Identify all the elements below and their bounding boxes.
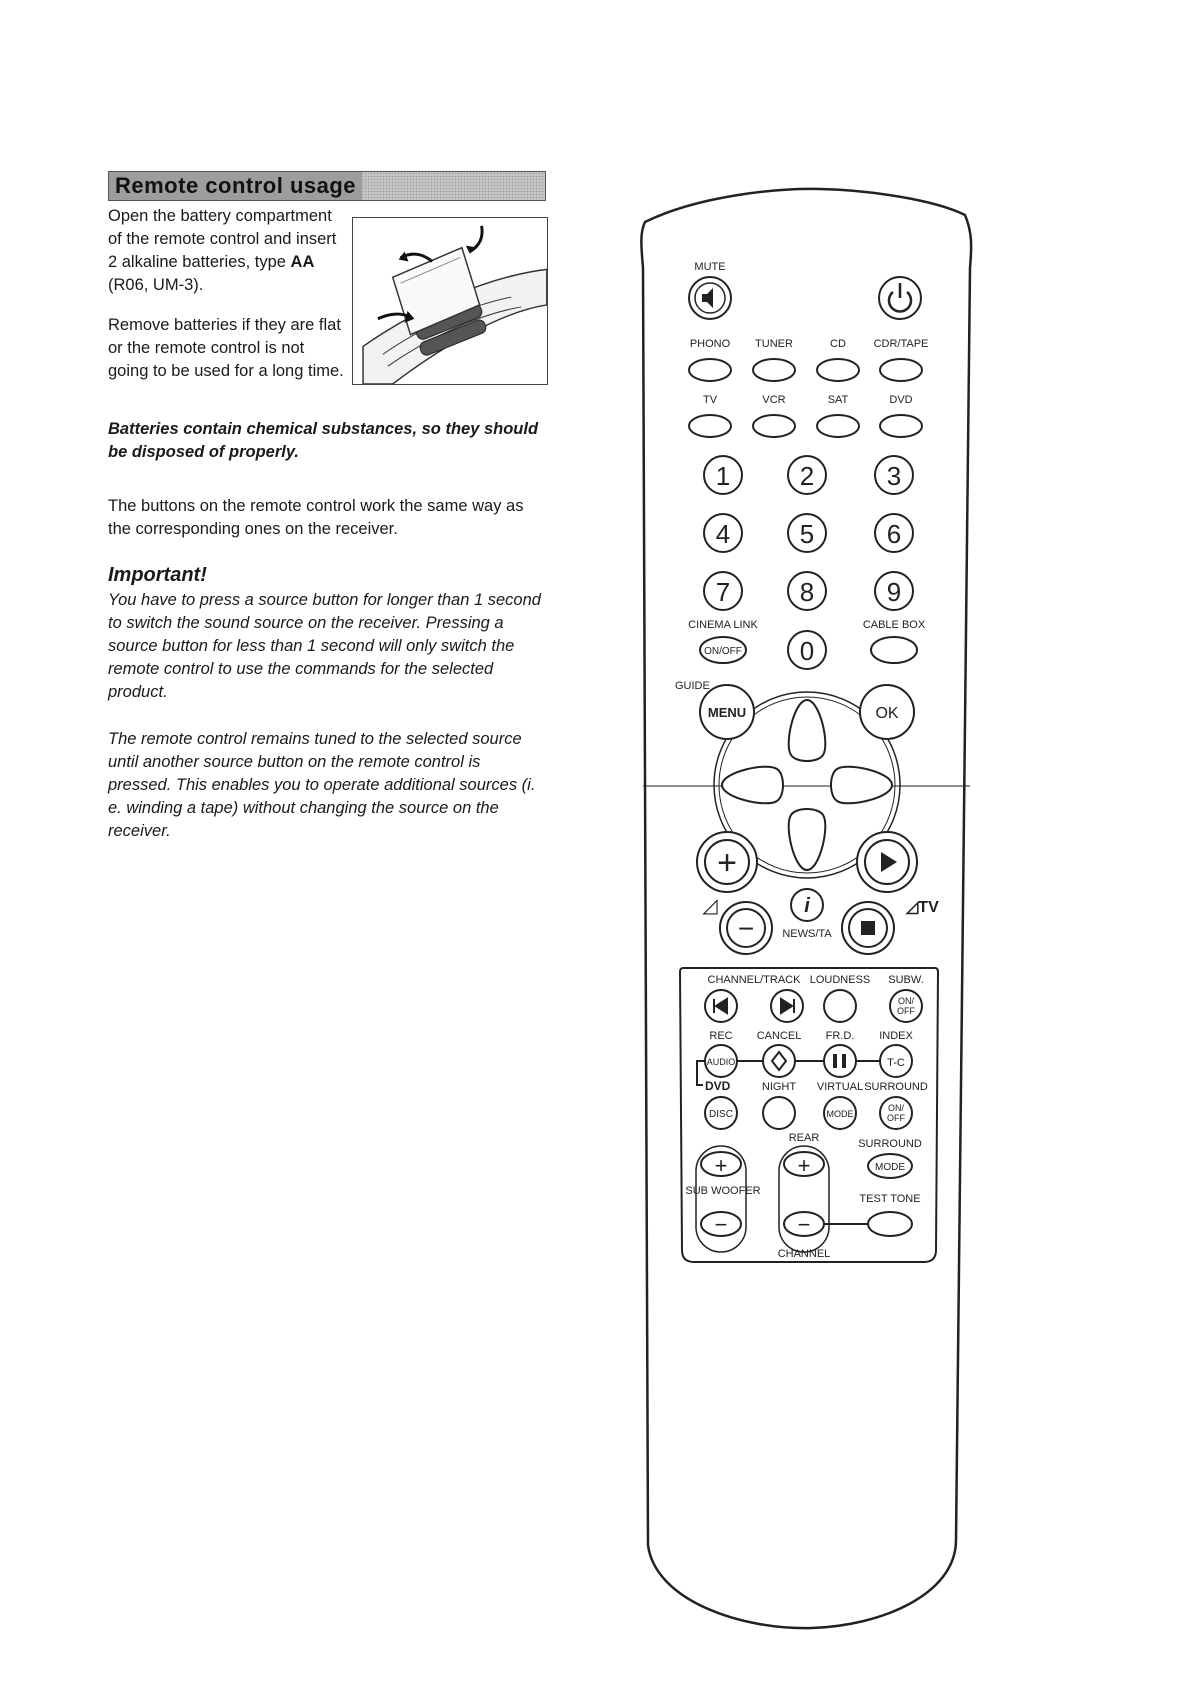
phono-button[interactable]	[689, 359, 731, 381]
source-label-tuner: TUNER	[755, 338, 793, 350]
night-label: NIGHT	[761, 1081, 797, 1093]
menu-label: MENU	[707, 705, 747, 720]
power-button[interactable]	[879, 277, 921, 319]
tuner-button[interactable]	[753, 359, 795, 381]
battery-remove-text: Remove batteries if they are flat or the remote control is not going to be used for a long time.	[108, 316, 344, 380]
rear-down-button[interactable]	[784, 1212, 824, 1237]
buttons-note: The buttons on the remote control work the same way as the corresponding ones on the receiver.	[108, 497, 524, 538]
cancel-button[interactable]	[763, 1045, 795, 1077]
battery-insert-text	[108, 205, 343, 297]
subw-on-off-button[interactable]	[890, 990, 922, 1022]
virtual-mode-button[interactable]	[824, 1097, 856, 1129]
cd-button[interactable]	[817, 359, 859, 381]
surround-mode-button-label: MODE	[875, 1162, 905, 1173]
test-tone-label: TEST TONE	[859, 1193, 921, 1205]
subw-on-label: ON/	[897, 996, 915, 1006]
digit-7-label: 7	[715, 577, 731, 607]
mute-button[interactable]	[689, 277, 731, 319]
digit-9-label: 9	[886, 577, 902, 607]
sub-woofer-minus-label: −	[714, 1212, 728, 1237]
digit-6-label: 6	[886, 519, 902, 549]
rear-label: REAR	[788, 1132, 820, 1144]
pause-icon	[833, 1054, 837, 1068]
info-label: i	[804, 895, 810, 917]
stop-icon	[861, 921, 875, 935]
nav-right-button[interactable]	[831, 767, 892, 804]
digit-2-button[interactable]	[788, 456, 826, 494]
volume-down-button[interactable]	[720, 902, 772, 954]
virtual-label: VIRTUAL	[816, 1081, 864, 1093]
ok-label: OK	[875, 705, 899, 722]
source-label-cdr-tape: CDR/TAPE	[873, 338, 929, 350]
cinema-link-label: CINEMA LINK	[688, 619, 758, 631]
rear-up-button[interactable]	[784, 1152, 824, 1178]
digit-1-button[interactable]	[704, 456, 742, 494]
audio-label: AUDIO	[706, 1057, 736, 1067]
dvd-bracket	[697, 1061, 705, 1085]
previous-track-button[interactable]	[705, 990, 737, 1022]
battery-text-part1: Open the battery compartment of the remote control and insert 2 alkaline batteries, type	[108, 207, 337, 271]
battery-illustration	[352, 217, 548, 385]
play-button[interactable]	[857, 832, 917, 892]
guide-label: GUIDE	[675, 680, 710, 692]
digit-5-button[interactable]	[788, 514, 826, 552]
audio-button[interactable]	[705, 1045, 737, 1077]
loudness-button[interactable]	[824, 990, 856, 1022]
rear-minus-label: −	[797, 1212, 811, 1237]
surround-on-off-button[interactable]	[880, 1097, 912, 1129]
volume-up-button[interactable]	[697, 832, 757, 892]
news-ta-label: NEWS/TA	[782, 928, 832, 940]
source-label-vcr: VCR	[762, 394, 786, 406]
mute-label: MUTE	[694, 261, 726, 273]
disc-label: DISC	[709, 1109, 733, 1120]
digit-1-label: 1	[715, 461, 731, 491]
surround-mode-label: SURROUND	[858, 1138, 922, 1150]
rec-label: REC	[709, 1030, 733, 1042]
dvd-button[interactable]	[880, 415, 922, 437]
digit-5-label: 5	[799, 519, 815, 549]
battery-intro	[108, 205, 548, 380]
battery-compartment-image	[353, 218, 547, 384]
important-heading: Important!	[108, 564, 207, 586]
source-label-dvd: DVD	[889, 394, 913, 406]
tc-button[interactable]	[880, 1045, 912, 1077]
pause-button[interactable]	[824, 1045, 856, 1077]
source-label-tv: TV	[702, 394, 718, 406]
volume-minus-label: −	[737, 913, 755, 944]
section-title-bar	[108, 171, 546, 201]
source-label-cd: CD	[830, 338, 846, 350]
virtual-mode-label: MODE	[826, 1109, 854, 1119]
battery-text-part2: (R06, UM-3).	[108, 276, 204, 294]
tc-label: T-C	[887, 1057, 905, 1069]
sub-woofer-down-button[interactable]	[701, 1212, 741, 1237]
cancel-label: CANCEL	[756, 1030, 802, 1042]
info-button[interactable]	[791, 889, 823, 921]
vcr-button[interactable]	[753, 415, 795, 437]
rear-plus-label: +	[797, 1153, 811, 1178]
digit-0-label: 0	[799, 636, 815, 666]
instructions-column	[108, 171, 548, 843]
digit-3-button[interactable]	[875, 456, 913, 494]
sub-woofer-label: SUB WOOFER	[685, 1185, 761, 1197]
previous-track-icon	[714, 999, 727, 1013]
stop-button[interactable]	[842, 902, 894, 954]
next-track-icon	[781, 999, 794, 1013]
night-button[interactable]	[763, 1097, 795, 1129]
digit-3-label: 3	[886, 461, 902, 491]
sub-woofer-up-button[interactable]	[701, 1152, 741, 1178]
section-title: Remote control usage	[109, 172, 362, 200]
volume-plus-label: +	[717, 844, 737, 882]
index-label: INDEX	[879, 1030, 913, 1042]
digit-4-label: 4	[715, 519, 731, 549]
volume-tv-label: ◿TV	[906, 899, 939, 916]
warning-text: Batteries contain chemical substances, so they should be disposed of properly.	[108, 420, 539, 461]
disc-button[interactable]	[705, 1097, 737, 1129]
digit-2-label: 2	[799, 461, 815, 491]
nav-down-button[interactable]	[789, 809, 826, 870]
cable-box-button[interactable]	[871, 637, 917, 663]
sat-button[interactable]	[817, 415, 859, 437]
surround-off-label: OFF	[887, 1113, 905, 1123]
digit-0-button[interactable]	[788, 631, 826, 669]
menu-button[interactable]	[700, 685, 754, 739]
digit-8-label: 8	[799, 577, 815, 607]
nav-up-button[interactable]	[789, 700, 826, 761]
digit-7-button[interactable]	[704, 572, 742, 610]
volume-symbol-left: ◿	[702, 895, 718, 917]
surround-on-label: ON/	[887, 1103, 905, 1113]
subw-label: SUBW.	[888, 974, 924, 986]
on-off-label: ON/OFF	[704, 646, 742, 657]
mute-icon	[702, 288, 713, 308]
source-label-phono: PHONO	[689, 338, 731, 350]
surround-label: SURROUND	[864, 1081, 928, 1093]
digit-9-button[interactable]	[875, 572, 913, 610]
subw-off-label: OFF	[897, 1006, 915, 1016]
surround-mode-button[interactable]	[868, 1154, 912, 1178]
test-tone-button[interactable]	[868, 1212, 912, 1236]
dvd-label: DVD	[705, 1079, 731, 1093]
channel-label: CHANNEL	[777, 1248, 831, 1260]
ok-button[interactable]	[860, 685, 914, 739]
next-track-button[interactable]	[771, 990, 803, 1022]
frd-label: FR.D.	[825, 1030, 855, 1042]
channel-track-label: CHANNEL/TRACK	[707, 974, 801, 986]
sub-woofer-plus-label: +	[714, 1153, 728, 1178]
digit-6-button[interactable]	[875, 514, 913, 552]
loudness-label: LOUDNESS	[809, 974, 871, 986]
source-label-sat: SAT	[827, 394, 849, 406]
cinema-link-on-off-button[interactable]	[700, 637, 746, 663]
cdr-tape-button[interactable]	[880, 359, 922, 381]
important-paragraph-1: You have to press a source button for longer than 1 second to switch the sound source on the receiver. Pressing a source button for less than 1 second will only switch the remote control to use the commands for the selected product.	[108, 591, 541, 701]
important-paragraph-2: The remote control remains tuned to the selected source until another source button on the remote control is pressed. This enables you to operate additional sources (i. e. winding a tape) without changing the source on the receiver.	[108, 730, 536, 840]
battery-type: AA	[290, 253, 315, 271]
digit-4-button[interactable]	[704, 514, 742, 552]
tv-button[interactable]	[689, 415, 731, 437]
nav-left-button[interactable]	[722, 767, 783, 804]
digit-8-button[interactable]	[788, 572, 826, 610]
cable-box-label: CABLE BOX	[862, 619, 926, 631]
